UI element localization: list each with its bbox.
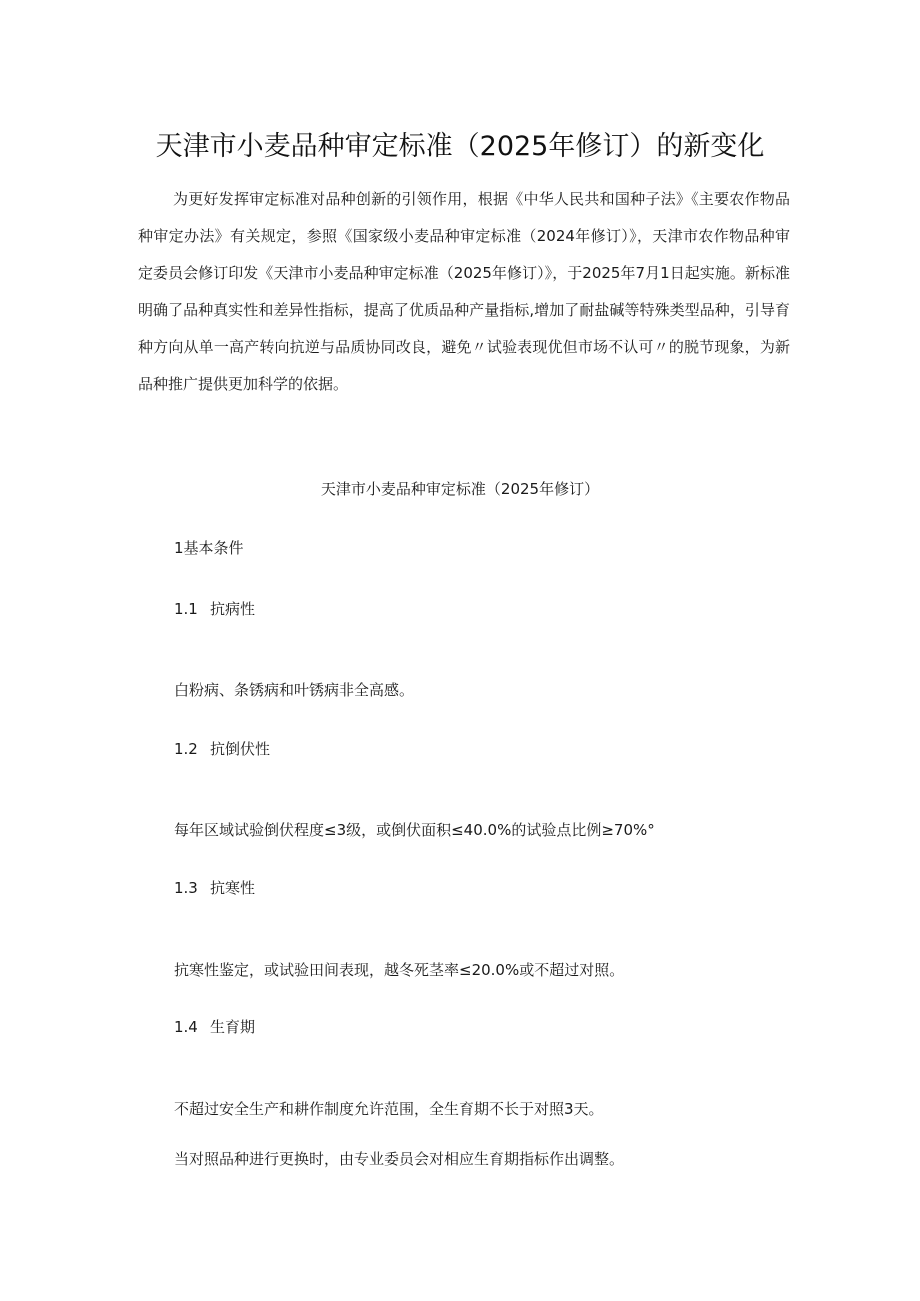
item-1-4-heading: 生育期	[210, 1018, 256, 1036]
intro-paragraph: 为更好发挥审定标准对品种创新的引领作用，根据《中华人民共和国种子法》《主要农作物品种审定办法》有关规定，参照《国家级小麦品种审定标准（2024年修订）》，天津市农作物品种审定委员会修订印发《天津市小麦品种审定标准（2025年修订）》，于2025年7月1日起实施。新标准明确了品种真实性和差异性指标，提高了优质品种产量指标,增加了耐盐碱等特殊类型品种，引导育种方向从单一高产转向抗逆与品质协同改良，避免〃试验表现优但市场不认可〃的脱节现象，为新品种推广提供更加科学的依据。	[138, 190, 790, 393]
item-1-4-text: 不超过安全生产和耕作制度允许范围，全生育期不长于对照3天。	[174, 1100, 604, 1118]
item-1-1-heading-line	[174, 594, 255, 624]
item-1-3-number: 1.3	[174, 879, 198, 897]
item-1-1-heading: 抗病性	[210, 600, 256, 618]
standard-subtitle: 天津市小麦品种审定标准（2025年修订）	[320, 480, 600, 498]
item-1-1-number: 1.1	[174, 600, 198, 618]
item-1-2-number: 1.2	[174, 740, 198, 758]
item-1-2-heading: 抗倒伏性	[210, 740, 271, 758]
item-1-3-heading-line	[174, 873, 255, 903]
item-1-4-number: 1.4	[174, 1018, 198, 1036]
item-1-3-heading: 抗寒性	[210, 879, 256, 897]
item-1-2-text: 每年区域试验倒伏程度≤3级，或倒伏面积≤40.0%的试验点比例≥70%°	[174, 821, 655, 839]
section-1-heading: 1基本条件	[174, 539, 244, 557]
item-1-4-text-2: 当对照品种进行更换时，由专业委员会对相应生育期指标作出调整。	[174, 1150, 625, 1168]
document-title: 天津市小麦品种审定标准（2025年修订）的新变化	[155, 131, 765, 162]
item-1-4-heading-line	[174, 1012, 255, 1042]
item-1-2-heading-line	[174, 734, 270, 764]
item-1-3-text: 抗寒性鉴定，或试验田间表现，越冬死茎率≤20.0%或不超过对照。	[174, 961, 625, 979]
item-1-1-text: 白粉病、条锈病和叶锈病非全高感。	[174, 681, 415, 699]
